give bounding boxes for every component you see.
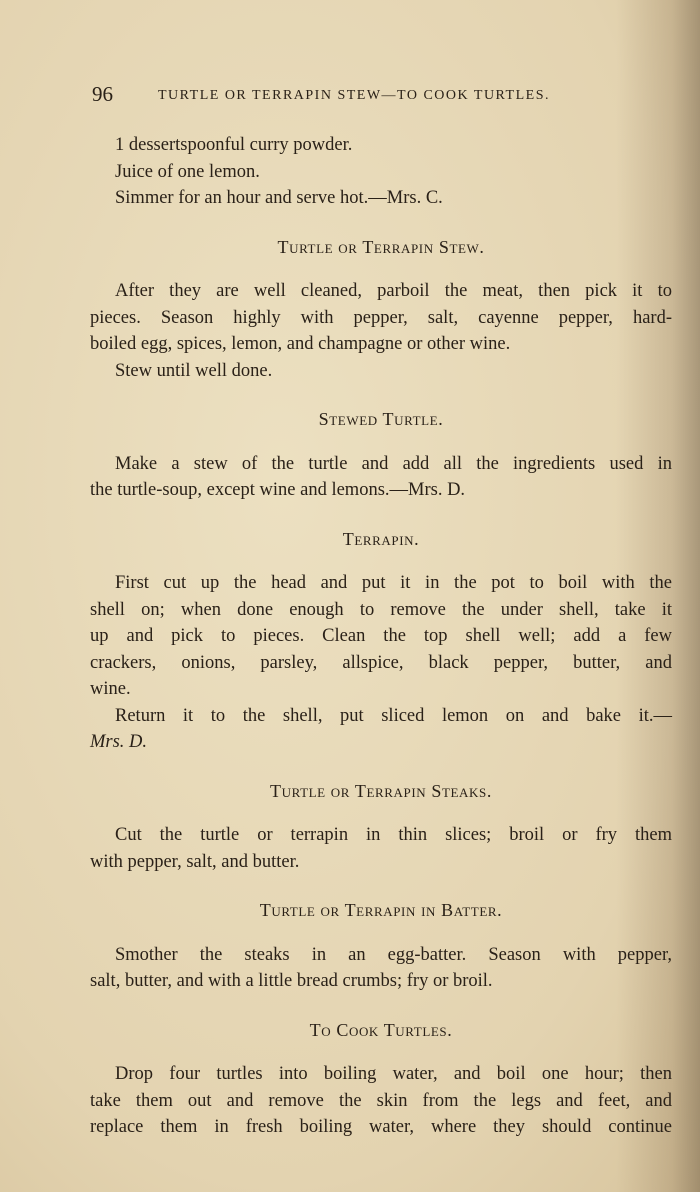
recipe-line: the turtle-soup, except wine and lemons.—Mrs. D.	[90, 480, 466, 500]
intro-line: Juice of one lemon.	[115, 161, 260, 182]
recipe-line: with pepper, salt, and butter.	[90, 851, 300, 872]
recipe-line: Smother the steaks in an egg-batter. Season with pepper,	[115, 944, 672, 965]
recipe-line: Cut the turtle or terrapin in thin slices; broil or fry them	[115, 825, 672, 845]
recipe-title: Turtle or Terrapin Steaks.	[270, 780, 492, 801]
recipe-line: take them out and remove the skin from the legs and feet, and	[90, 1090, 672, 1111]
running-title: TURTLE OR TERRAPIN STEW—TO COOK TURTLES.	[158, 88, 550, 103]
recipe-title: To Cook Turtles.	[309, 1019, 453, 1040]
recipe-line: crackers, onions, parsley, allspice, black pepper, butter, and	[90, 652, 672, 673]
recipe-line: pieces. Season highly with pepper, salt, cayenne pepper, hard-	[90, 307, 672, 328]
recipe-title: Terrapin.	[342, 528, 420, 549]
recipe-line: up and pick to pieces. Clean the top shell well; add a few	[90, 626, 672, 646]
page-body	[90, 132, 672, 1141]
recipe-line: shell on; when done enough to remove the under shell, take it	[90, 599, 672, 620]
intro-line: 1 dessertspoonful curry powder.	[115, 135, 353, 155]
recipe-line: After they are well cleaned, parboil the meat, then pick it to	[115, 281, 672, 301]
recipe-line: Drop four turtles into boiling water, and boil one hour; then	[115, 1064, 672, 1084]
recipe-signature: Mrs. D.	[90, 732, 148, 752]
recipe-line: boiled egg, spices, lemon, and champagne or other wine.	[90, 334, 511, 354]
page-number: 96	[92, 82, 113, 106]
recipe-line: Make a stew of the turtle and add all the ingredients used in	[115, 453, 672, 474]
recipe-line: salt, butter, and with a little bread crumbs; fry or broil.	[90, 971, 493, 991]
recipe-line: replace them in fresh boiling water, where they should continue	[90, 1117, 672, 1137]
recipe-title: Turtle or Terrapin in Batter.	[259, 900, 503, 920]
recipe-line: wine.	[90, 679, 131, 699]
intro-line: Simmer for an hour and serve hot.—Mrs. C.	[115, 188, 443, 208]
recipe-title: Stewed Turtle.	[318, 409, 444, 429]
recipe-line: First cut up the head and put it in the pot to boil with the	[115, 573, 672, 593]
recipe-line: Return it to the shell, put sliced lemon on and bake it.—	[115, 705, 672, 726]
recipe-line: Stew until well done.	[115, 360, 273, 381]
recipe-title: Turtle or Terrapin Stew.	[277, 236, 485, 257]
